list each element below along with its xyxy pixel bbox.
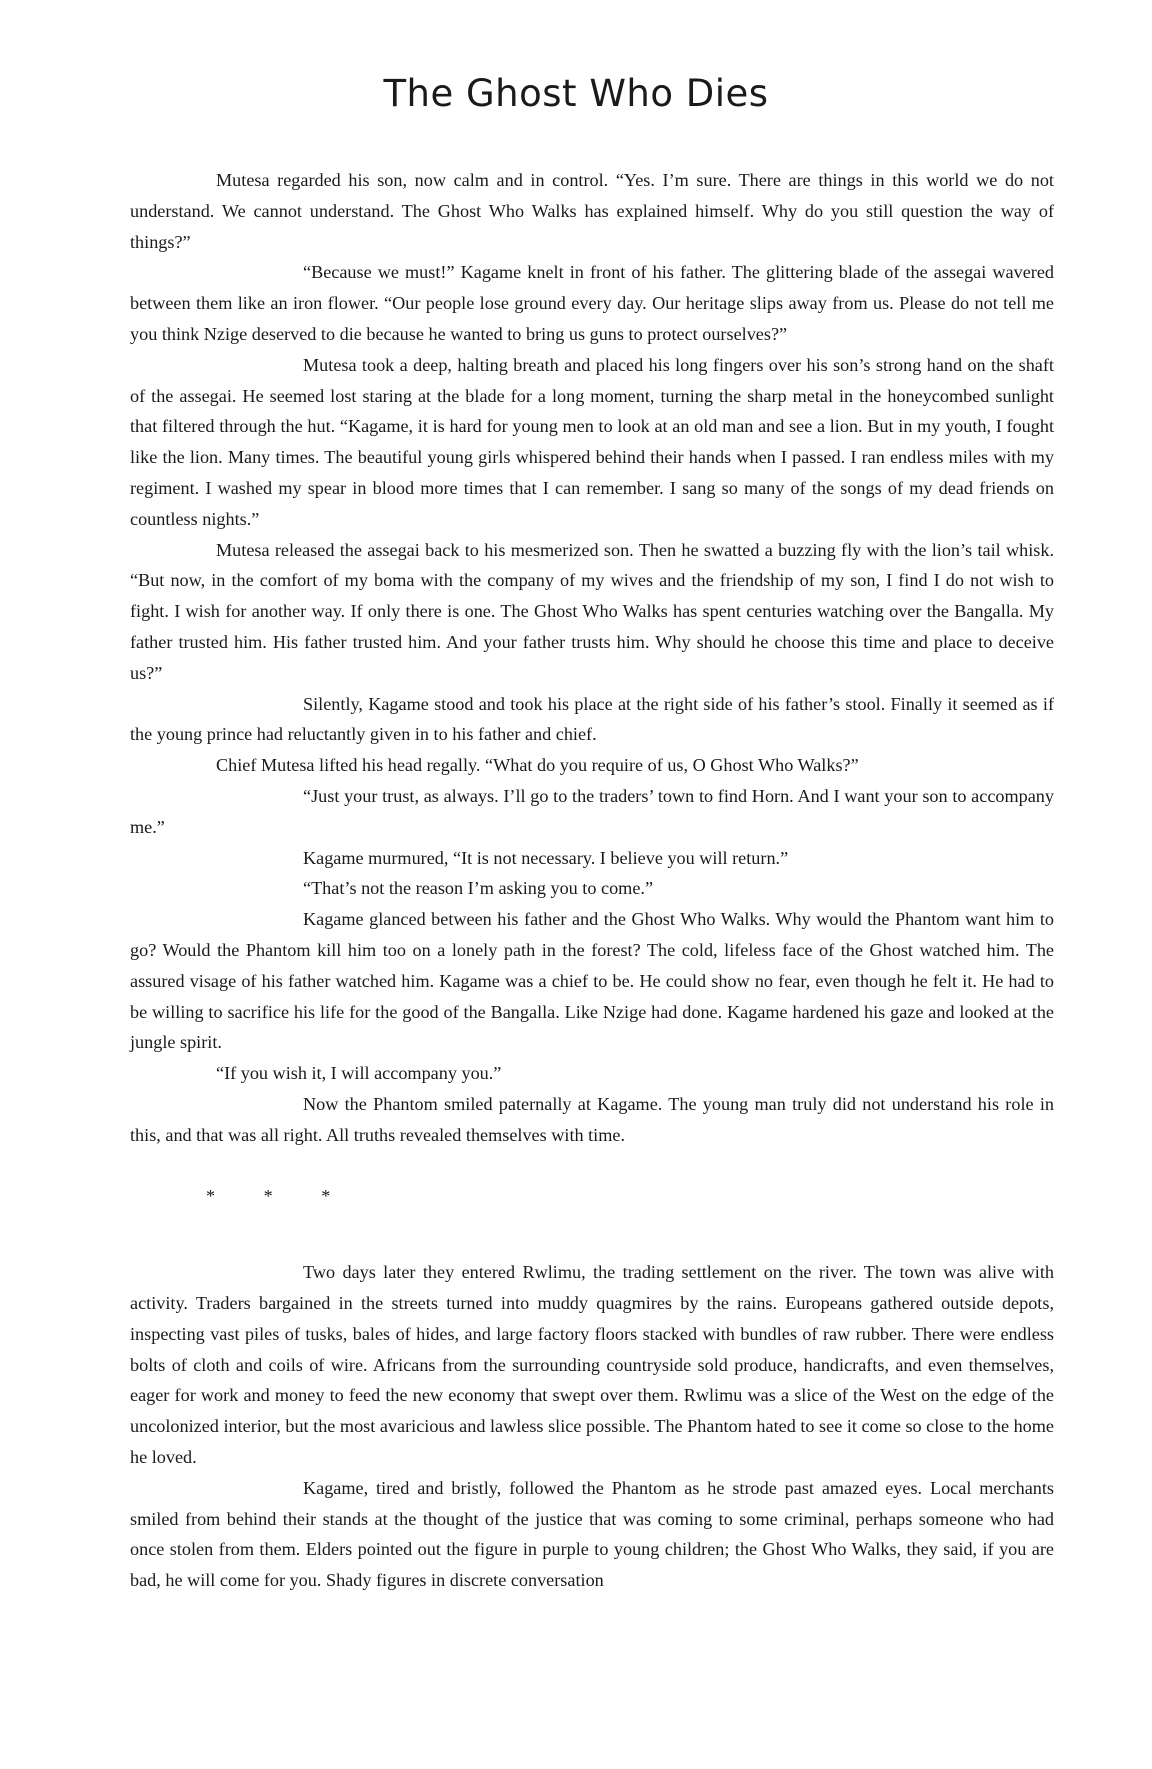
- paragraph: Silently, Kagame stood and took his place at the right side of his father’s stool. Finally it seemed as if the young prince had reluctantly given in to his father and chief.: [130, 693, 1054, 745]
- paragraph: “Because we must!” Kagame knelt in front of his father. The glittering blade of the assegai wavered between them like an iron flower. “Our people lose ground every day. Our heritage slips away from us. Please do not tell me you think Nzige deserved to die because he wanted to bring us guns to protect ourselves?”: [130, 262, 1054, 344]
- chapter-body: [130, 165, 1054, 1596]
- chapter-title: The Ghost Who Dies: [383, 72, 769, 115]
- paragraph: Mutesa released the assegai back to his mesmerized son. Then he swatted a buzzing fly with the lion’s tail whisk. “But now, in the comfort of my boma with the company of my wives and the friendship of my son, I find I do not wish to fight. I wish for another way. If only there is one. The Ghost Who Walks has spent centuries watching over the Bangalla. My father trusted him. His father trusted him. And your father trusts him. Why should he choose this time and place to deceive us?”: [130, 539, 1054, 683]
- paragraph: Two days later they entered Rwlimu, the trading settlement on the river. The town was alive with activity. Traders bargained in the streets turned into muddy quagmires by the rains. Europeans gathered outside depots, inspecting vast piles of tusks, bales of hides, and large factory floors stacked with bundles of raw rubber. There were endless bolts of cloth and coils of wire. Africans from the surrounding countryside sold produce, handicrafts, and even themselves, eager for work and money to feed the new economy that swept over them. Rwlimu was a slice of the West on the edge of the uncolonized interior, but the most avaricious and lawless slice possible. The Phantom hated to see it come so close to the home he loved.: [130, 1262, 1054, 1468]
- paragraph: Mutesa regarded his son, now calm and in control. “Yes. I’m sure. There are things in this world we do not understand. We cannot understand. The Ghost Who Walks has explained himself. Why do you still question the way of things?”: [130, 170, 1054, 252]
- paragraph: Kagame, tired and bristly, followed the Phantom as he strode past amazed eyes. Local merchants smiled from behind their stands at the thought of the justice that was coming to some criminal, perhaps someone who had once stolen from them. Elders pointed out the figure in purple to young children; the Ghost Who Walks, they said, if you are bad, he will come for you. Shady figures in discrete conversation: [130, 1477, 1054, 1591]
- paragraph: Mutesa took a deep, halting breath and placed his long fingers over his son’s strong hand on the shaft of the assegai. He seemed lost staring at the blade for a long moment, turning the sharp metal in the honeycombed sunlight that filtered through the hut. “Kagame, it is hard for young men to look at an old man and see a lion. But in my youth, I fought like the lion. Many times. The beautiful young girls whispered behind their hands when I passed. I ran endless miles with my regiment. I washed my spear in blood more times that I can remember. I sang so many of the songs of my dead friends on countless nights.”: [130, 354, 1054, 529]
- paragraph: Kagame murmured, “It is not necessary. I believe you will return.”: [303, 847, 789, 868]
- paragraph: “That’s not the reason I’m asking you to come.”: [303, 878, 654, 899]
- paragraph: Kagame glanced between his father and the Ghost Who Walks. Why would the Phantom want him to go? Would the Phantom kill him too on a lonely path in the forest? The cold, lifeless face of the Ghost watched him. The assured visage of his father watched him. Kagame was a chief to be. He could show no fear, even though he felt it. He had to be willing to sacrifice his life for the good of the Bangalla. Like Nzige had done. Kagame hardened his gaze and looked at the jungle spirit.: [130, 909, 1054, 1053]
- section-break: * * *: [206, 1185, 353, 1206]
- paragraph: “Just your trust, as always. I’ll go to the traders’ town to find Horn. And I want your son to accompany me.”: [130, 785, 1054, 837]
- paragraph: Chief Mutesa lifted his head regally. “What do you require of us, O Ghost Who Walks?”: [216, 755, 859, 776]
- paragraph: Now the Phantom smiled paternally at Kagame. The young man truly did not understand his role in this, and that was all right. All truths revealed themselves with time.: [130, 1093, 1054, 1145]
- paragraph: “If you wish it, I will accompany you.”: [216, 1063, 502, 1084]
